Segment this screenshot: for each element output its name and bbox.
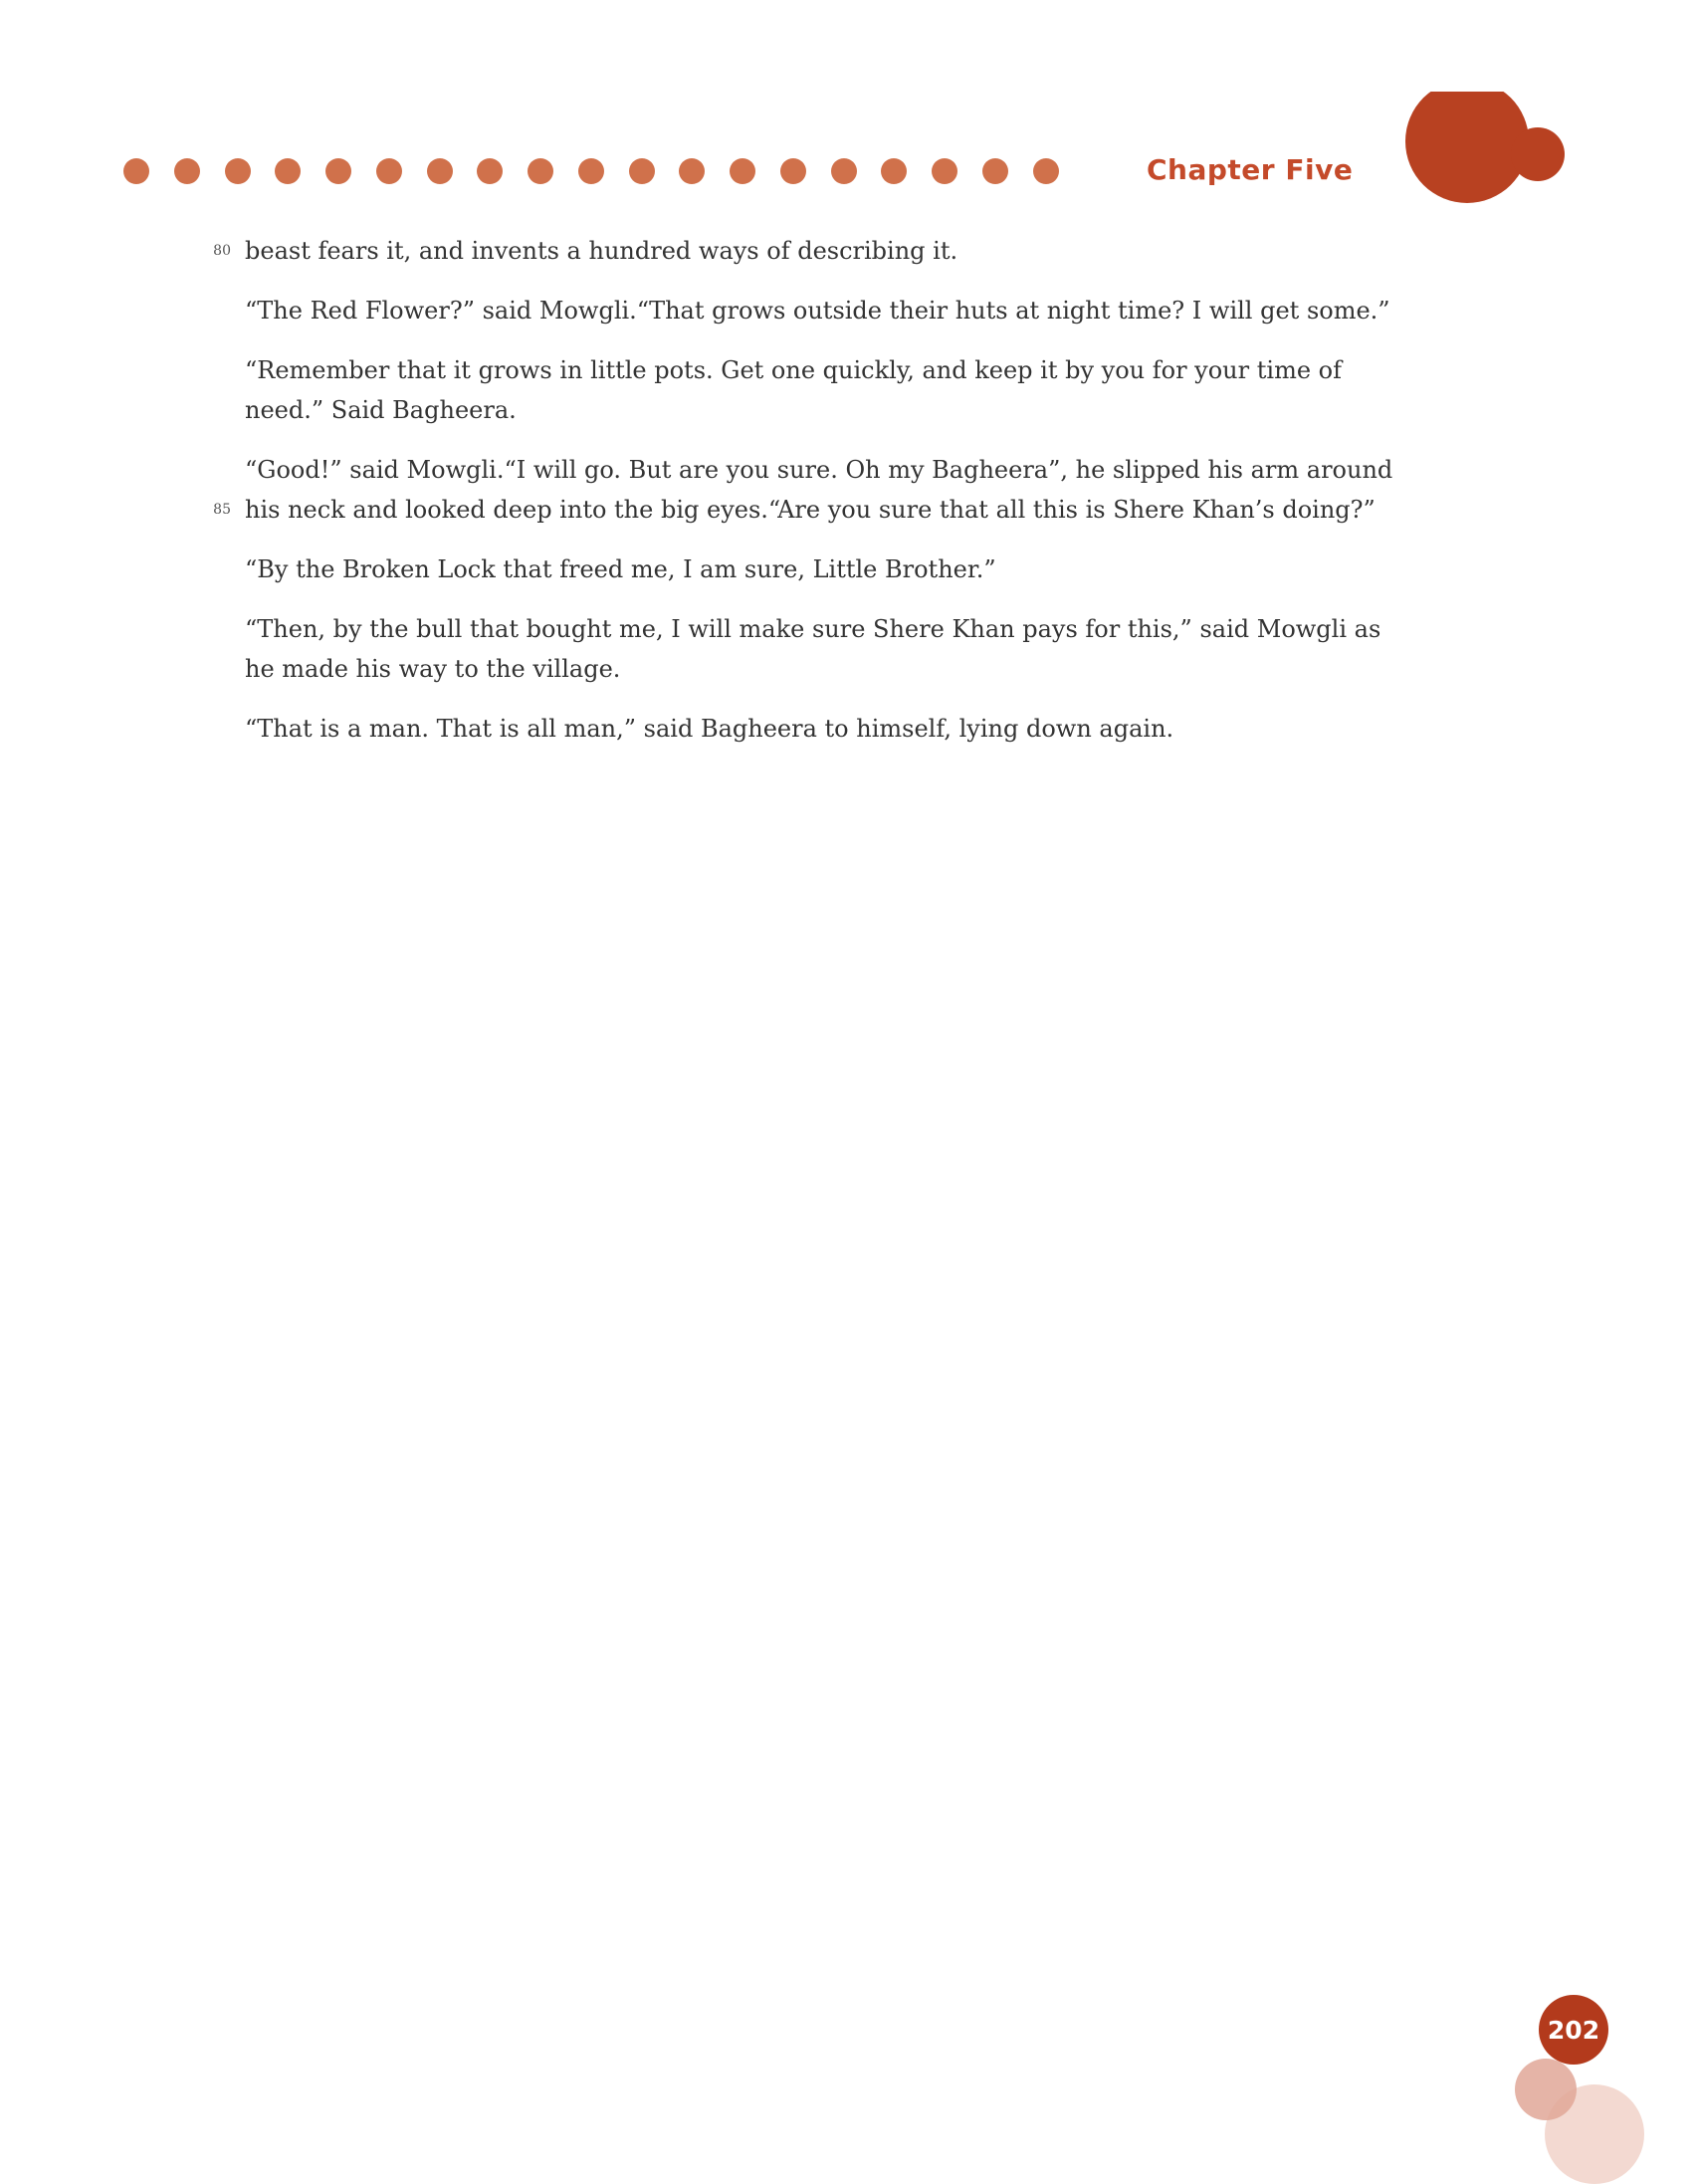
paragraph: [245, 350, 1409, 430]
header-decoration-circle-large: [1405, 80, 1529, 203]
badge-decoration-circle: [1515, 2059, 1577, 2120]
header-dot: [831, 158, 857, 184]
header-dot: [477, 158, 503, 184]
header-dot: [123, 158, 149, 184]
paragraph: [245, 609, 1409, 689]
paragraph-text: “Remember that it grows in little pots. Get one quickly, and keep it by you for your time of need.” Said Bagheera.: [245, 356, 1342, 424]
header-dot: [427, 158, 453, 184]
header-dot: [881, 158, 907, 184]
page-number: 202: [1539, 1995, 1608, 2065]
header-dot: [528, 158, 553, 184]
header-dot: [578, 158, 604, 184]
paragraph-text: “The Red Flower?” said Mowgli.“That grows outside their huts at night time? I will get some.”: [245, 297, 1390, 325]
line-number: 80: [213, 243, 231, 259]
header-dot: [376, 158, 402, 184]
story-text: [213, 231, 1409, 768]
header-dot: [679, 158, 705, 184]
header-dot: [1033, 158, 1059, 184]
paragraph: [213, 450, 1409, 530]
header-dot: [730, 158, 755, 184]
line-number: 85: [213, 502, 231, 518]
header-dot: [982, 158, 1008, 184]
paragraph: [245, 291, 1409, 330]
header-dot: [225, 158, 251, 184]
header-decoration-mask: [1374, 0, 1573, 92]
paragraph-text: “That is a man. That is all man,” said Bagheera to himself, lying down again.: [245, 715, 1174, 743]
header-decoration-circle-small: [1511, 127, 1565, 181]
paragraph-text: “Then, by the bull that bought me, I will make sure Shere Khan pays for this,” said Mowgli as he made his way to the village.: [245, 615, 1381, 683]
header-dot: [325, 158, 351, 184]
paragraph: [245, 709, 1409, 749]
page-number-badge: [1513, 1995, 1642, 2144]
paragraph-text: beast fears it, and invents a hundred ways of describing it.: [245, 237, 958, 265]
paragraph: [245, 549, 1409, 589]
header-dot: [932, 158, 957, 184]
header-dot: [275, 158, 301, 184]
paragraph: [213, 231, 1409, 271]
header-dot: [629, 158, 655, 184]
header-dot: [174, 158, 200, 184]
paragraph-text: “By the Broken Lock that freed me, I am sure, Little Brother.”: [245, 555, 996, 583]
header-dot: [780, 158, 806, 184]
paragraph-text: “Good!” said Mowgli.“I will go. But are you sure. Oh my Bagheera”, he slipped his arm around his neck and looked deep into the big eyes.“Are you sure that all this is Shere Khan’s doing?”: [245, 456, 1393, 524]
header-dot-row: [123, 157, 1059, 185]
chapter-title: Chapter Five: [1147, 153, 1354, 186]
